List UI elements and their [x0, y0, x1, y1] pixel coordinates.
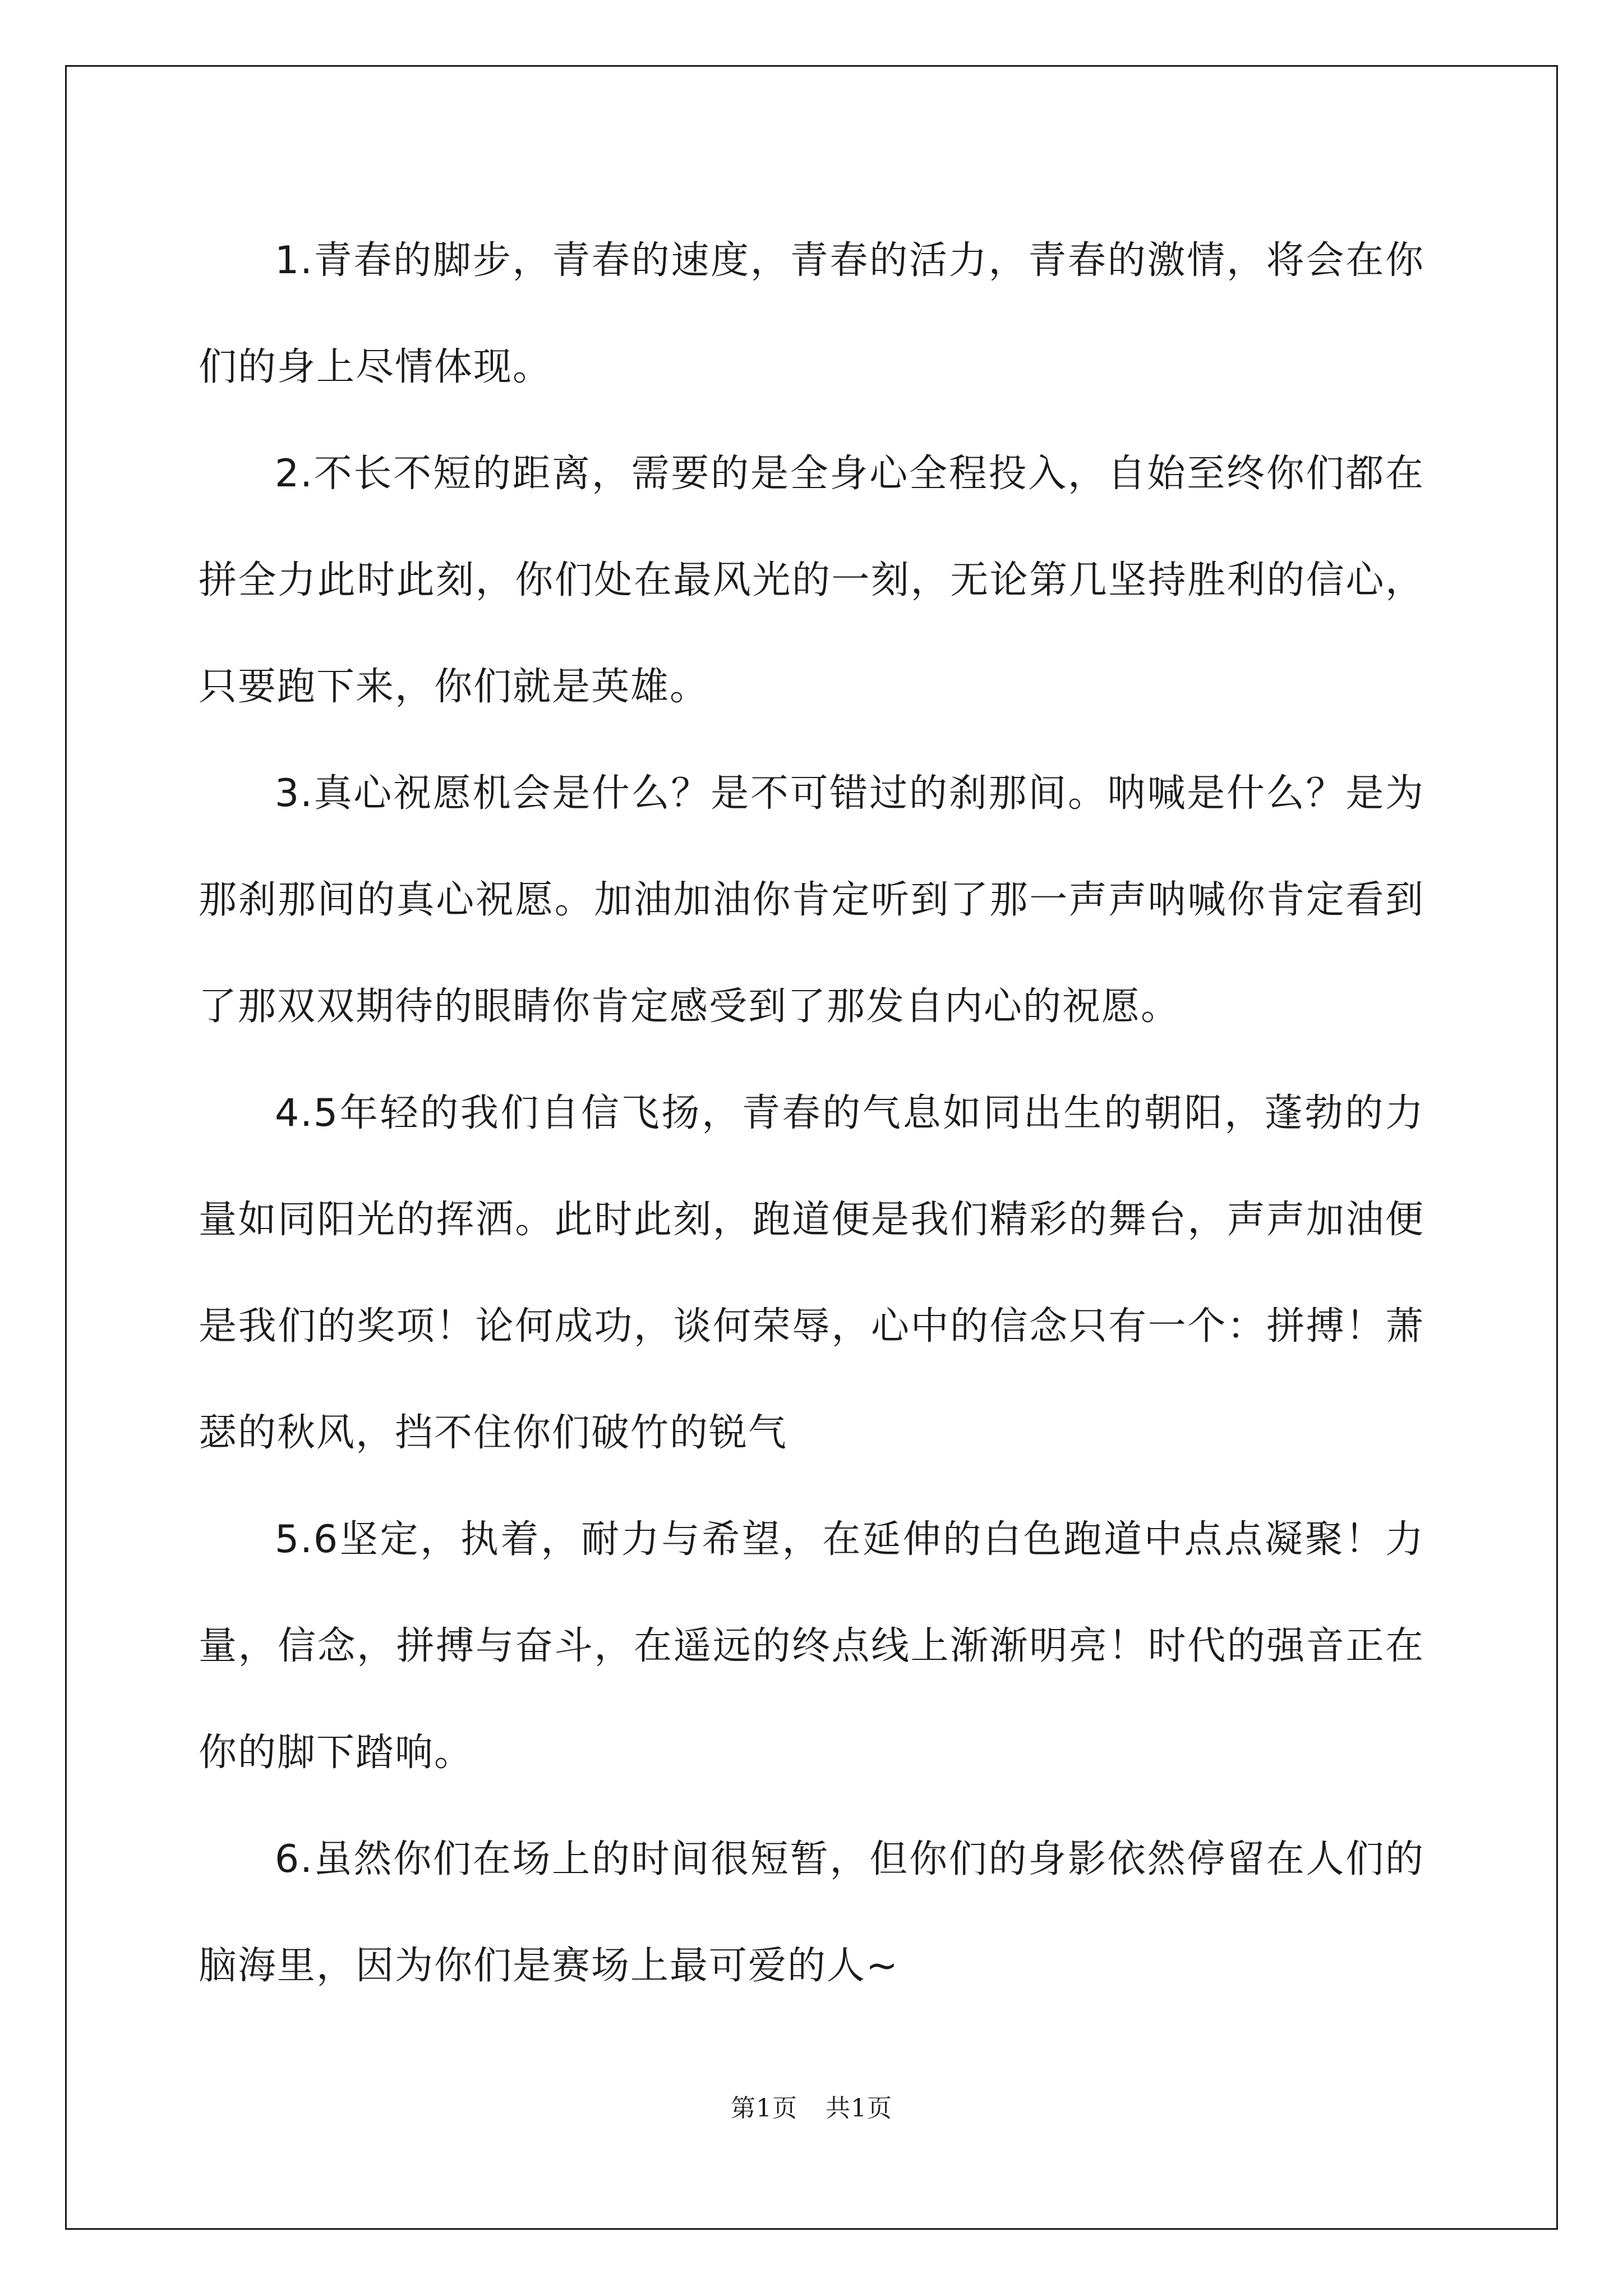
paragraph-1: 1.青春的脚步，青春的速度，青春的活力，青春的激情，将会在你们的身上尽情体现。 — [199, 238, 1424, 389]
document-body — [199, 208, 1424, 2019]
paragraph-4: 4.5年轻的我们自信飞扬，青春的气息如同出生的朝阳，蓬勃的力量如同阳光的挥洒。此时此刻，跑道便是我们精彩的舞台，声声加油便是我们的奖项！论何成功，谈何荣辱，心中的信念只有一个：拼搏！萧瑟的秋风，挡不住你们破竹的锐气 — [199, 1091, 1424, 1455]
page-number-current: 第1页 — [731, 2094, 797, 2123]
paragraph-6: 6.虽然你们在场上的时间很短暂，但你们的身影依然停留在人们的脑海里，因为你们是赛场上最可爱的人~ — [199, 1837, 1424, 1988]
page-number-total: 共1页 — [826, 2094, 892, 2123]
page-footer — [0, 2088, 1623, 2124]
paragraph-5: 5.6坚定，执着，耐力与希望，在延伸的白色跑道中点点凝聚！力量，信念，拼搏与奋斗，在遥远的终点线上渐渐明亮！时代的强音正在你的脚下踏响。 — [199, 1517, 1424, 1775]
paragraph-2: 2.不长不短的距离，需要的是全身心全程投入，自始至终你们都在拼全力此时此刻，你们处在最风光的一刻，无论第几坚持胜利的信心，只要跑下来，你们就是英雄。 — [199, 452, 1424, 709]
paragraph-3: 3.真心祝愿机会是什么？是不可错过的刹那间。呐喊是什么？是为那刹那间的真心祝愿。加油加油你肯定听到了那一声声呐喊你肯定看到了那双双期待的眼睛你肯定感受到了那发自内心的祝愿。 — [199, 771, 1424, 1029]
